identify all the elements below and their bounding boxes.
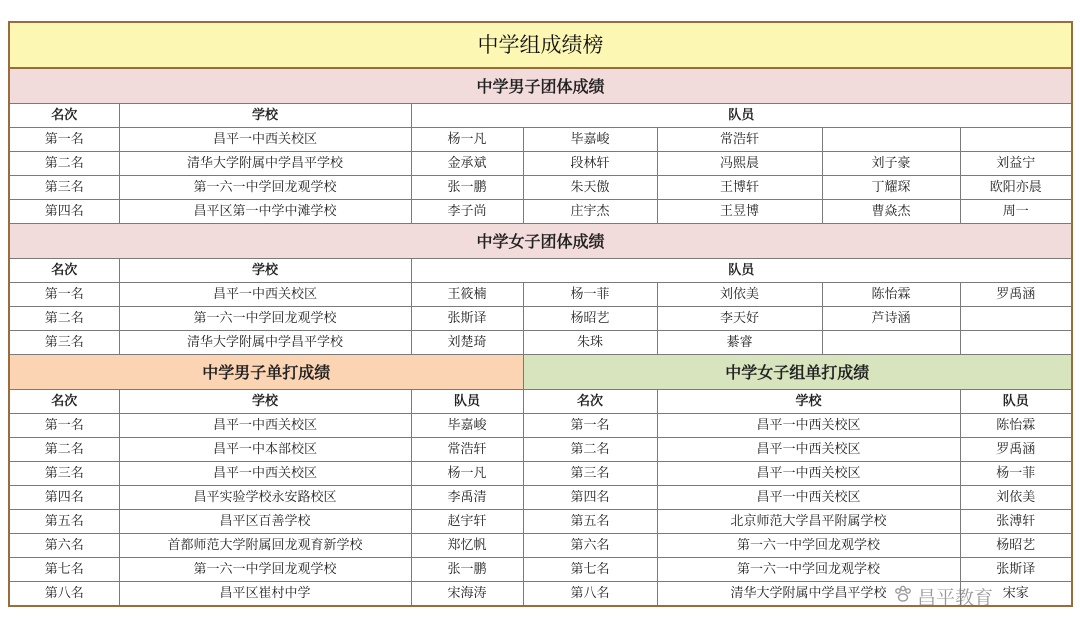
school-cell: 第一六一中学回龙观学校 [657,534,960,558]
school-cell: 清华大学附属中学昌平学校 [119,331,411,355]
school-cell: 第一六一中学回龙观学校 [119,307,411,331]
rank-cell: 第三名 [9,176,119,200]
member-cell: 张一鹏 [411,176,523,200]
player-cell: 张斯译 [960,558,1072,582]
player-cell: 刘依美 [960,486,1072,510]
school-cell: 昌平区百善学校 [119,510,411,534]
members-header: 队员 [411,104,1072,128]
section-row [9,68,1072,104]
school-cell: 昌平一中西关校区 [657,486,960,510]
member-cell: 綦睿 [657,331,822,355]
member-cell: 陈怡霖 [822,283,960,307]
rank-cell: 第一名 [9,414,119,438]
rank-header: 名次 [9,104,119,128]
rank-cell: 第一名 [523,414,657,438]
members-header: 队员 [411,259,1072,283]
rank-cell: 第四名 [523,486,657,510]
member-cell [960,331,1072,355]
rank-cell: 第八名 [9,582,119,607]
member-cell: 刘楚琦 [411,331,523,355]
rank-cell: 第四名 [9,486,119,510]
school-cell: 昌平一中西关校区 [119,414,411,438]
school-cell: 昌平一中本部校区 [119,438,411,462]
member-cell: 王筱楠 [411,283,523,307]
header-row [9,104,1072,128]
title-row [9,22,1072,68]
rank-cell: 第六名 [523,534,657,558]
school-cell: 昌平实验学校永安路校区 [119,486,411,510]
rank-cell: 第三名 [523,462,657,486]
member-cell: 罗禹涵 [960,283,1072,307]
table-row [9,283,1072,307]
school-cell: 昌平一中西关校区 [119,462,411,486]
player-cell: 郑忆帆 [411,534,523,558]
member-cell: 杨昭艺 [523,307,657,331]
school-cell: 昌平一中西关校区 [119,283,411,307]
member-cell: 常浩轩 [657,128,822,152]
player-cell: 赵宇轩 [411,510,523,534]
girls-singles-heading: 中学女子组单打成绩 [523,355,1072,390]
player-cell: 杨一菲 [960,462,1072,486]
school-cell: 清华大学附属中学昌平学校 [657,582,960,607]
school-cell: 第一六一中学回龙观学校 [119,176,411,200]
member-cell [822,331,960,355]
school-header: 学校 [119,259,411,283]
header-row [9,390,1072,414]
watermark [893,583,993,609]
player-cell: 常浩轩 [411,438,523,462]
table-row [9,200,1072,224]
member-cell: 李天好 [657,307,822,331]
school-cell: 清华大学附属中学昌平学校 [119,152,411,176]
player-cell: 张一鹏 [411,558,523,582]
school-header: 学校 [657,390,960,414]
member-cell: 庄宇杰 [523,200,657,224]
rank-cell: 第七名 [9,558,119,582]
member-cell: 丁耀琛 [822,176,960,200]
player-cell: 宋海涛 [411,582,523,607]
boys-singles-heading: 中学男子单打成绩 [9,355,523,390]
page-title: 中学组成绩榜 [9,22,1072,68]
member-cell [960,128,1072,152]
rank-header: 名次 [9,390,119,414]
rank-cell: 第六名 [9,534,119,558]
rank-cell: 第一名 [9,283,119,307]
table-row [9,128,1072,152]
table-row [9,486,1072,510]
player-header: 队员 [960,390,1072,414]
table-row [9,558,1072,582]
rank-header: 名次 [523,390,657,414]
header-row [9,259,1072,283]
rank-cell: 第四名 [9,200,119,224]
player-cell: 宋家 [960,582,1072,607]
school-cell: 北京师范大学昌平附属学校 [657,510,960,534]
school-cell: 首都师范大学附属回龙观育新学校 [119,534,411,558]
school-header: 学校 [119,104,411,128]
results-table [8,21,1073,607]
table-row [9,510,1072,534]
paw-icon [893,584,913,609]
player-header: 队员 [411,390,523,414]
member-cell [960,307,1072,331]
rank-cell: 第二名 [523,438,657,462]
school-cell: 昌平一中西关校区 [119,128,411,152]
school-cell: 昌平一中西关校区 [657,414,960,438]
rank-cell: 第一名 [9,128,119,152]
school-cell: 第一六一中学回龙观学校 [657,558,960,582]
player-cell: 罗禹涵 [960,438,1072,462]
player-cell: 张溥轩 [960,510,1072,534]
member-cell: 冯熙晨 [657,152,822,176]
rank-cell: 第七名 [523,558,657,582]
table-row [9,438,1072,462]
school-header: 学校 [119,390,411,414]
member-cell: 芦诗涵 [822,307,960,331]
girls-team-heading: 中学女子团体成绩 [9,224,1072,259]
table-row [9,462,1072,486]
member-cell: 王昱博 [657,200,822,224]
player-cell: 杨昭艺 [960,534,1072,558]
member-cell: 刘依美 [657,283,822,307]
school-cell: 第一六一中学回龙观学校 [119,558,411,582]
rank-cell: 第二名 [9,307,119,331]
school-cell: 昌平一中西关校区 [657,462,960,486]
rank-cell: 第五名 [9,510,119,534]
table-row [9,152,1072,176]
member-cell [822,128,960,152]
rank-header: 名次 [9,259,119,283]
player-cell: 毕嘉峻 [411,414,523,438]
player-cell: 杨一凡 [411,462,523,486]
section-row [9,355,1072,390]
member-cell: 金承斌 [411,152,523,176]
rank-cell: 第二名 [9,152,119,176]
member-cell: 王博轩 [657,176,822,200]
member-cell: 刘益宁 [960,152,1072,176]
member-cell: 张斯译 [411,307,523,331]
table-row [9,534,1072,558]
school-cell: 昌平一中西关校区 [657,438,960,462]
member-cell: 段林轩 [523,152,657,176]
member-cell: 李子尚 [411,200,523,224]
table-row [9,414,1072,438]
member-cell: 曹焱杰 [822,200,960,224]
rank-cell: 第八名 [523,582,657,607]
watermark-text: 昌平教育 [917,586,994,609]
school-cell: 昌平区第一中学中滩学校 [119,200,411,224]
member-cell: 杨一菲 [523,283,657,307]
member-cell: 刘子豪 [822,152,960,176]
table-row [9,331,1072,355]
boys-team-heading: 中学男子团体成绩 [9,68,1072,104]
member-cell: 杨一凡 [411,128,523,152]
table-row [9,307,1072,331]
member-cell: 朱珠 [523,331,657,355]
player-cell: 陈怡霖 [960,414,1072,438]
rank-cell: 第三名 [9,331,119,355]
member-cell: 欧阳亦晨 [960,176,1072,200]
rank-cell: 第三名 [9,462,119,486]
table-row [9,176,1072,200]
member-cell: 周一 [960,200,1072,224]
section-row [9,224,1072,259]
school-cell: 昌平区崔村中学 [119,582,411,607]
player-cell: 李禹清 [411,486,523,510]
member-cell: 毕嘉峻 [523,128,657,152]
rank-cell: 第二名 [9,438,119,462]
rank-cell: 第五名 [523,510,657,534]
member-cell: 朱天傲 [523,176,657,200]
